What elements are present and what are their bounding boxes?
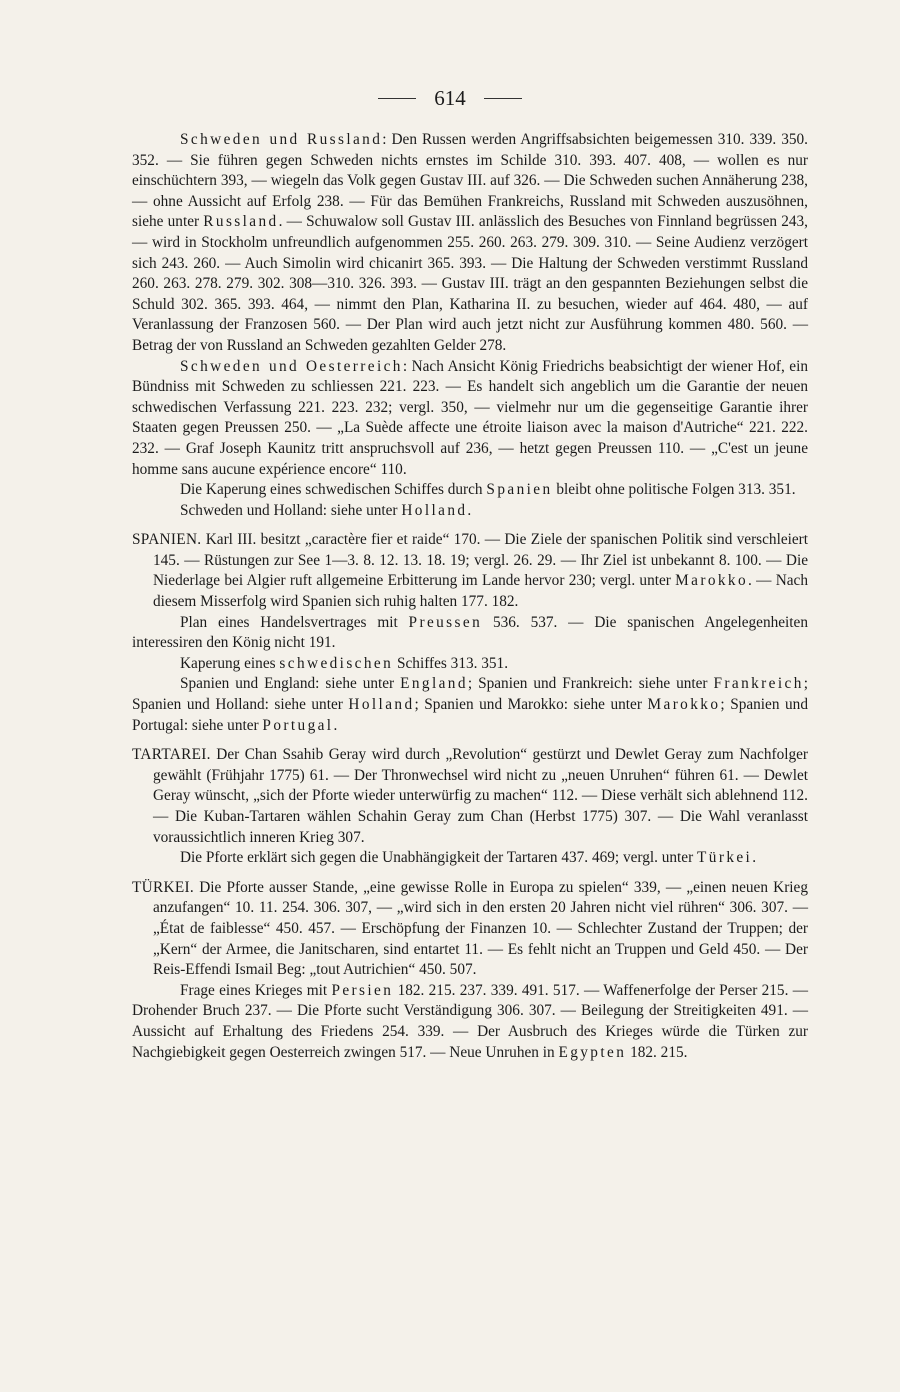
text-run: ; Spanien und Frankreich: siehe unter [467,675,714,693]
entry-heading: TARTAREI. [132,746,211,764]
text-run: Die Pforte erklärt sich gegen die Unabhängigkeit der Tartaren 437. 469; vergl. unter [180,849,698,867]
text-run: . [752,849,757,867]
index-text [132,130,808,1063]
index-subparagraph [132,613,808,654]
index-subparagraph [132,130,808,357]
spaced-keyword: Marokko [647,696,721,714]
text-run: bleibt ohne politische Folgen 313. 351. [552,481,796,499]
index-subparagraph [132,501,808,522]
spaced-keyword: Schweden und Oesterreich [180,357,403,375]
entry-heading: SPANIEN. [132,531,202,549]
text-run: Frage eines Krieges mit [180,981,332,999]
text-run: . — Nach diesem Misserfolg wird Spanien sich ruhig halten 177. 182. [153,572,808,611]
spaced-keyword: Russland [203,213,279,231]
text-run: 182. 215. 237. 339. 491. 517. — Waffenerfolge der Perser 215. — Drohender Bruch 237. — Die Pforte sucht Verständigung 306. 307. — Beilegung der Streitigkeiten 491. — Aussicht auf Erhaltung des Friedens 254. 339. — Der Ausbruch des Krieges würde die Türken zur Nachgiebigkeit gegen Oesterreich zwingen 517. — Neue Unruhen in [132,981,808,1061]
spaced-keyword: Türkei [697,849,753,867]
index-subparagraph [132,654,808,675]
index-entry [132,878,808,981]
header-rule-left [378,98,416,99]
index-subparagraph [132,674,808,736]
index-subparagraph [132,981,808,1063]
text-run: ; Spanien und Holland: siehe unter [132,675,808,714]
text-run: : Den Russen werden Angriffsabsichten beigemessen 310. 339. 350. 352. — Sie führen gegen Schweden nichts ernstes im Schilde 310. 393. 407. 408, — wollen es nur einschüchtern 393, — wiegeln das Volk gegen Gustav III. auf 326. — Die Schweden suchen Annäherung 238, — ohne Aussicht auf Erfolg 238. — Für das Bemühen Frankreichs, Russland mit Schweden auszusöhnen, siehe unter [132,131,808,231]
page-number: 614 [434,86,466,110]
text-run: Plan eines Handelsvertrages mit [180,613,409,631]
text-run: ; Spanien und Marokko: siehe unter [414,696,648,714]
spaced-keyword: England [400,675,468,693]
text-run: . [333,716,338,734]
text-run: Kaperung eines [180,654,280,672]
spaced-keyword: Schweden und Russland [180,131,383,148]
text-run: ; Spanien und Portugal: siehe unter [132,696,808,734]
header-rule-right [484,98,522,99]
index-subparagraph [132,480,808,501]
text-run: : Nach Ansicht König Friedrichs beabsichtigt der wiener Hof, ein Bündniss mit Schweden zu schliessen 221. 223. — Es handelt sich angeblich um die Garantie der neuen schwedischen Verfassung 221. 223. 232; vergl. 350, — vielmehr nur um die gegenseitige Garantie ihrer Staaten gegen Preussen 250. — „La Suède affecte une étroite liaison avec la maison d'Autriche“ 221. 222. 232. — Graf Joseph Kaunitz tritt anspruchsvoll auf 236, — hetzt gegen Preussen 110. — „C'est un jeune homme sans aucune expérience encore“ 110. [132,357,808,478]
index-entry [132,745,808,848]
text-run: Die Kaperung eines schwedischen Schiffes durch [180,481,487,499]
text-run: 536. 537. — Die spanischen Angelegenheiten interessiren den König nicht 191. [132,613,808,652]
text-run: Die Pforte ausser Stande, „eine gewisse Rolle in Europa zu spielen“ 339, — „einen neuen Krieg anzufangen“ 10. 11. 254. 306. 307, — „wird sich in den ersten 20 Jahren nicht viel rühren“ 306. 307. — „État de faiblesse“ 450. 457. — Erschöpfung der Finanzen 10. — Schlechter Zustand der Truppen; der „Kern“ der Armee, die Janitscharen, sind entartet 11. — Es fehlt nicht an Truppen und Geld 450. — Der Reis-Effendi Ismail Beg: „tout Autrichien“ 450. 507. [153,878,808,979]
spaced-keyword: Frankreich [713,675,804,693]
text-run: Spanien und England: siehe unter [180,675,401,693]
index-subparagraph [132,848,808,869]
spaced-keyword: Persien [331,981,394,999]
spaced-keyword: Egypten [558,1043,627,1061]
spaced-keyword: Marokko [675,572,749,590]
spaced-keyword: schwedischen [279,654,394,672]
index-entry [132,530,808,612]
page-header [0,86,900,111]
index-subparagraph [132,357,808,481]
text-run: . [467,501,472,519]
text-run: 182. 215. [626,1043,688,1061]
text-run: Schiffes 313. 351. [393,654,509,672]
spaced-keyword: Holland [348,696,415,714]
entry-heading: TÜRKEI. [132,878,195,896]
text-run: Schweden und Holland: siehe unter [180,501,402,519]
spaced-keyword: Preussen [408,613,483,631]
spaced-keyword: Portugal [262,716,334,734]
text-run: Karl III. besitzt „caractère fier et raide“ 170. — Die Ziele der spanischen Politik sind verschleiert 145. — Rüstungen zur See 1—3. 8. 12. 13. 18. 19; vergl. 26. 29. — Ihr Ziel ist unbekannt 8. 100. — Die Niederlage bei Algier ruft allgemeine Erbitterung im Lande hervor 230; vergl. unter [153,531,808,590]
spaced-keyword: Holland [401,501,468,519]
text-run: . — Schuwalow soll Gustav III. anlässlich des Besuches von Finnland begrüssen 243, — wird in Stockholm unfreundlich aufgenommen 255. 260. 263. 279. 309. 310. — Seine Audienz verzögert sich 243. 260. — Auch Simolin wird chicanirt 365. 393. — Die Haltung der Schweden verstimmt Russland 260. 263. 278. 279. 302. 308—310. 326. 393. — Gustav III. trägt an den gespannten Beziehungen selbst die Schuld 302. 365. 393. 464, — nimmt den Plan, Katharina II. zu besuchen, wieder auf 464. 480, — auf Veranlassung der Franzosen 560. — Der Plan wird auch jetzt nicht zur Ausführung kommen 480. 560. — Betrag der von Russland an Schweden gezahlten Gelder 278. [132,213,808,354]
spaced-keyword: Spanien [486,481,553,499]
text-run: Der Chan Ssahib Geray wird durch „Revolution“ gestürzt und Dewlet Geray zum Nachfolger gewählt (Frühjahr 1775) 61. — Der Thronwechsel wird nicht zu „neuen Unruhen“ führen 61. — Dewlet Geray wünscht, „sich der Pforte wieder unterwürfig zu machen“ 112. — Diese verhält sich ablehnend 112. — Die Kuban-Tartaren wählen Schahin Geray zum Chan (Herbst 1775) 307. — Die Wahl veranlasst voraussichtlich inneren Krieg 307. [153,746,808,846]
